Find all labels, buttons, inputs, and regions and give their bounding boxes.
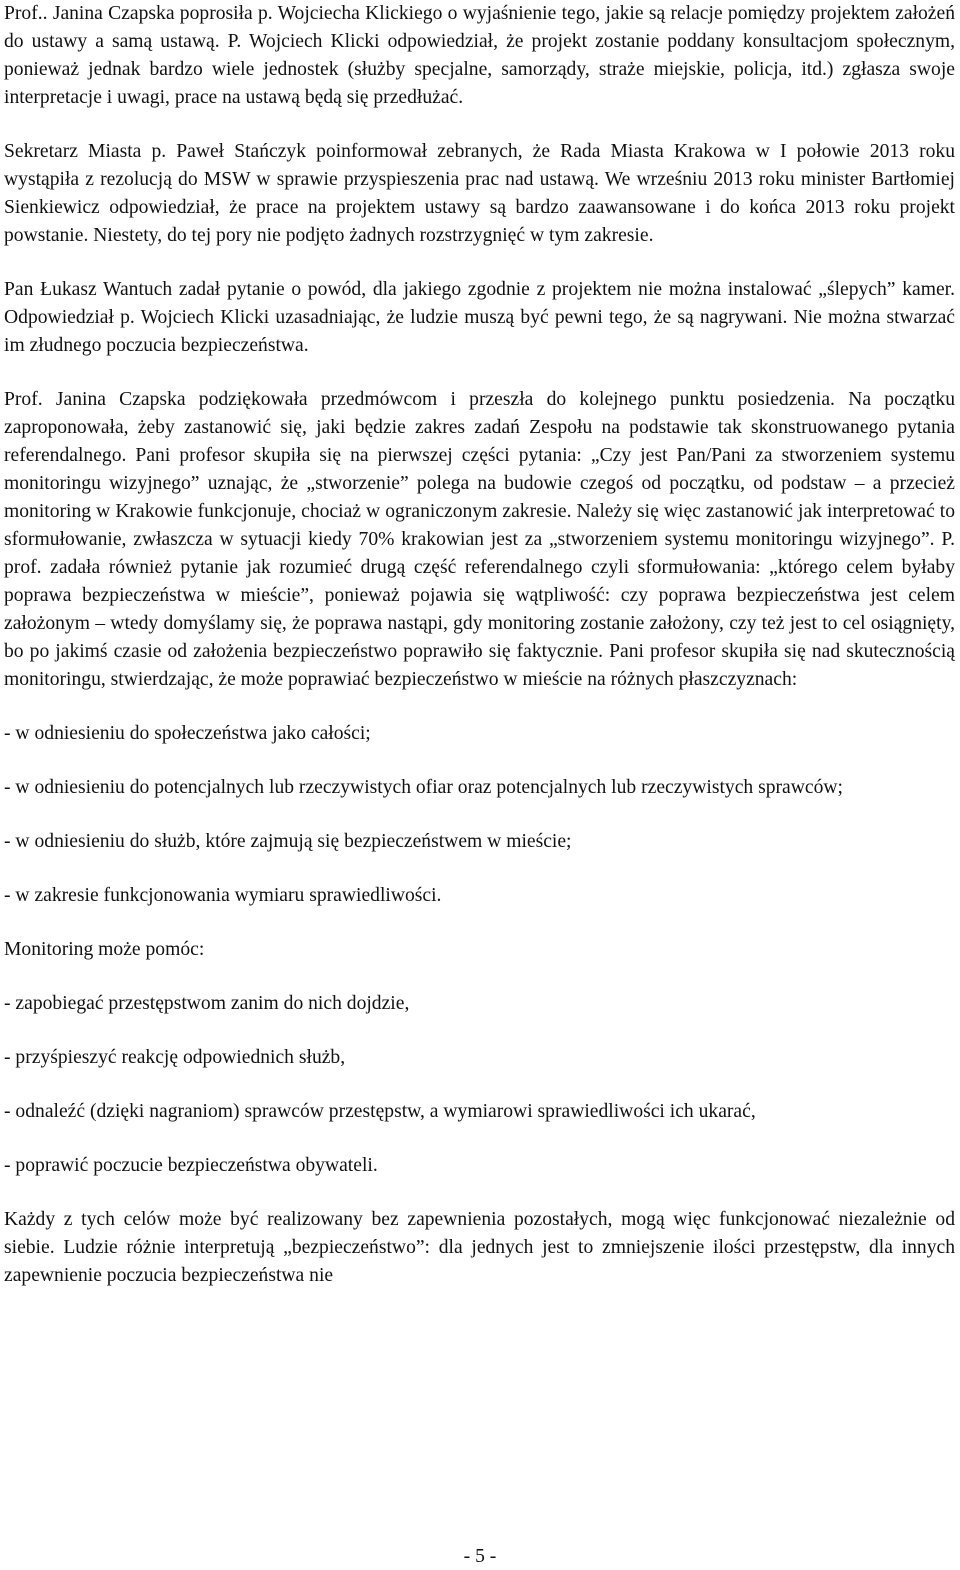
list-item-victims-offenders: - w odniesieniu do potencjalnych lub rzeczywistych ofiar oraz potencjalnych lub rzeczywistych sprawców; (4, 777, 843, 798)
list-item-find-offenders: - odnaleźć (dzięki nagraniom) sprawców przestępstw, a wymiarowi sprawiedliwości ich ukarać, (4, 1101, 756, 1122)
paragraph-stanczyk-resolution: Sekretarz Miasta p. Paweł Stańczyk poinformował zebranych, że Rada Miasta Krakowa w I połowie 2013 roku wystąpiła z rezolucją do MSW w sprawie przyspieszenia prac nad ustawą. We wrześniu 2013 roku minister Bartłomiej Sienkiewicz odpowiedział, że prace na projektem ustawy są bardzo zaawansowane i do końca 2013 roku projekt powstanie. Niestety, do tej pory nie podjęto żadnych rozstrzygnięć w tym zakresie. (4, 141, 955, 246)
list-item-society: - w odniesieniu do społeczeństwa jako całości; (4, 723, 371, 744)
list-item-services: - w odniesieniu do służb, które zajmują się bezpieczeństwem w mieście; (4, 831, 572, 852)
paragraph-monitoring-helps: Monitoring może pomóc: (4, 939, 205, 960)
list-item-reaction: - przyśpieszyć reakcję odpowiednich służb, (4, 1047, 346, 1068)
list-item-justice: - w zakresie funkcjonowania wymiaru sprawiedliwości. (4, 885, 442, 906)
paragraph-goals: Każdy z tych celów może być realizowany bez zapewnienia pozostałych, mogą więc funkcjonować niezależnie od siebie. Ludzie różnie interpretują „bezpieczeństwo”: dla jednych jest to zmniejszenie ilości przestępstw, dla innych zapewnienie poczucia bezpieczeństwa nie (4, 1209, 955, 1286)
list-item-prevent: - zapobiegać przestępstwom zanim do nich dojdzie, (4, 993, 410, 1014)
list-item-sense-of-safety: - poprawić poczucie bezpieczeństwa obywateli. (4, 1155, 378, 1176)
paragraph-referendum-question: Prof. Janina Czapska podziękowała przedmówcom i przeszła do kolejnego punktu posiedzenia. Na początku zaproponowała, żeby zastanowić się, jaki będzie zakres zadań Zespołu na podstawie tak skonstruowanego pytania referendalnego. Pani profesor skupiła się na pierwszej części pytania: „Czy jest Pan/Pani za stworzeniem systemu monitoringu wizyjnego” uznając, że „stworzenie” polega na budowie czegoś od początku, od podstaw – a przecież monitoring w Krakowie funkcjonuje, chociaż w ograniczonym zakresie. Należy się więc zastanowić jak interpretować to sformułowanie, zwłaszcza w sytuacji kiedy 70% krakowian jest za „stworzeniem systemu monitoringu wizyjnego”. P. prof. zadała również pytanie jak rozumieć drugą część referendalnego czyli sformułowania: „którego celem byłaby poprawa bezpieczeństwa w mieście”, ponieważ pojawia się wątpliwość: czy poprawa bezpieczeństwa jest celem założonym – wtedy domyślamy się, że poprawa nastąpi, gdy monitoring zostanie założony, czy też jest to cel osiągnięty, bo po jakimś czasie od założenia bezpieczeństwo poprawiło się faktycznie. Pani profesor skupiła się nad skutecznością monitoringu, stwierdzając, że może poprawiać bezpieczeństwo w mieście na różnych płaszczyznach: (4, 389, 955, 690)
page-number: - 5 - (463, 1546, 497, 1567)
document-page (4, 0, 955, 1290)
paragraph-wantuch-question: Pan Łukasz Wantuch zadał pytanie o powód, dla jakiego zgodnie z projektem nie można instalować „ślepych” kamer. Odpowiedział p. Wojciech Klicki uzasadniając, że ludzie muszą być pewni tego, że są nagrywani. Nie można stwarzać im złudnego poczucia bezpieczeństwa. (4, 279, 955, 356)
paragraph-czapska-question: Prof.. Janina Czapska poprosiła p. Wojciecha Klickiego o wyjaśnienie tego, jakie są relacje pomiędzy projektem założeń do ustawy a samą ustawą. P. Wojciech Klicki odpowiedział, że projekt zostanie poddany konsultacjom społecznym, ponieważ jednak bardzo wiele jednostek (służby specjalne, samorządy, straże miejskie, policja, itd.) zgłasza swoje interpretacje i uwagi, prace na ustawą będą się przedłużać. (4, 3, 955, 108)
